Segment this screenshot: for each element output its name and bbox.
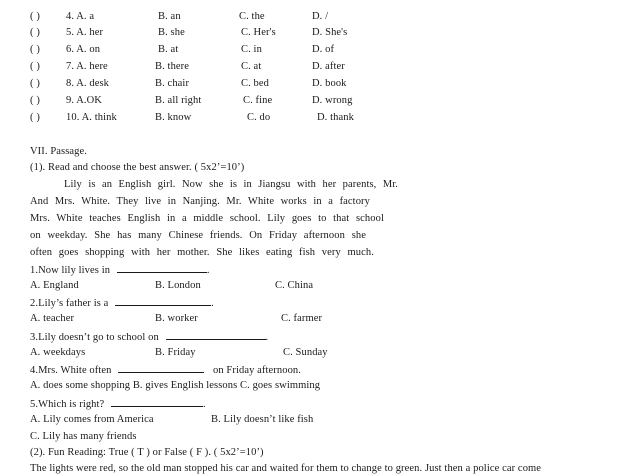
option-c: C. the: [239, 11, 265, 22]
question-4: [30, 362, 301, 378]
question-2: [30, 295, 214, 311]
option-c: C. do: [247, 112, 271, 123]
question-prompt: 2.Lily’s father is a: [30, 298, 109, 309]
part2-text: The lights were red, so the old man stopped his car and waited for them to change to green. Just then a police car come: [30, 463, 542, 474]
choice-row: [0, 26, 638, 40]
option-a: 9. A.OK: [66, 95, 102, 106]
question-5: [30, 396, 206, 412]
option-c: C. fine: [243, 95, 273, 106]
option-a: A. England: [30, 280, 79, 291]
option-d: D. She's: [312, 27, 348, 38]
option-b: B. there: [155, 61, 190, 72]
answer-blank[interactable]: [166, 329, 266, 340]
answer-paren: ( ): [30, 61, 40, 72]
question-prompt: 4.Mrs. White often: [30, 365, 112, 376]
option-d: D. book: [312, 78, 347, 89]
passage-line: Lily is an English girl. Now she is in Jiangsu with her parents, Mr.: [64, 179, 398, 190]
option-a: A. weekdays: [30, 347, 86, 358]
option-d: D. thank: [317, 112, 354, 123]
option-c: C. farmer: [281, 313, 323, 324]
section-title: VII. Passage.: [30, 146, 87, 157]
part1-heading: (1). Read and choose the best answer. ( 5x2’=10’): [30, 162, 245, 173]
option-c: C. at: [241, 61, 262, 72]
option-d: D. of: [312, 44, 335, 55]
question-after: on Friday afternoon.: [212, 365, 302, 376]
option-a: 4. A. a: [66, 11, 95, 22]
answer-paren: ( ): [30, 95, 40, 106]
choice-row: [0, 77, 638, 91]
answer-blank[interactable]: [118, 362, 204, 373]
option-d: D. after: [312, 61, 345, 72]
option-b: B. Lily doesn’t like fish: [211, 414, 314, 425]
question-end: .: [206, 265, 210, 276]
option-b: B. all right: [155, 95, 202, 106]
choice-row: [0, 10, 638, 24]
choice-row: [0, 111, 638, 125]
passage-line: And Mrs. White. They live in Nanjing. Mr. White works in a factory: [30, 196, 370, 207]
passage-line: Mrs. White teaches English in a middle school. Lily goes to that school: [30, 213, 384, 224]
option-a: 7. A. here: [66, 61, 108, 72]
option-b: B. chair: [155, 78, 190, 89]
option-a: 6. A. on: [66, 44, 101, 55]
option-c: C. Her's: [241, 27, 276, 38]
option-c: C. in: [241, 44, 262, 55]
question-end: .: [265, 332, 269, 343]
option-a: 5. A. her: [66, 27, 104, 38]
question-end: .: [211, 298, 214, 309]
passage-line: often goes shopping with her mother. She likes eating fish very much.: [30, 247, 374, 258]
answer-paren: ( ): [30, 112, 40, 123]
option-a: A. teacher: [30, 313, 75, 324]
option-b: B. London: [155, 280, 201, 291]
answer-paren: ( ): [30, 44, 40, 55]
option-d: D. /: [312, 11, 329, 22]
choice-row: [0, 60, 638, 74]
option-c: C. bed: [241, 78, 270, 89]
option-b: B. at: [158, 44, 179, 55]
passage-line: on weekday. She has many Chinese friends. On Friday afternoon she: [30, 230, 366, 241]
answer-paren: ( ): [30, 11, 40, 22]
option-c: C. Sunday: [283, 347, 328, 358]
option-b: B. worker: [155, 313, 198, 324]
option-a: A. Lily comes from America: [30, 414, 154, 425]
answer-paren: ( ): [30, 27, 40, 38]
choice-row: [0, 94, 638, 108]
part2-heading: (2). Fun Reading: True ( T ) or False ( F ). ( 5x2’=10’): [30, 447, 264, 458]
option-c: C. China: [275, 280, 314, 291]
option-b: B. she: [158, 27, 185, 38]
option-c: C. Lily has many friends: [30, 431, 137, 442]
answer-blank[interactable]: [111, 396, 203, 407]
option-b: B. know: [155, 112, 192, 123]
question-prompt: 3.Lily doesn’t go to school on: [30, 332, 159, 343]
option-b: B. an: [158, 11, 181, 22]
answer-paren: ( ): [30, 78, 40, 89]
question-prompt: 5.Which is right?: [30, 399, 105, 410]
choice-row: [0, 43, 638, 57]
question-4-options: A. does some shopping B. gives English lessons C. goes swimming: [30, 380, 321, 391]
option-a: 10. A. think: [66, 112, 117, 123]
option-b: B. Friday: [155, 347, 196, 358]
question-prompt: 1.Now lily lives in: [30, 265, 111, 276]
answer-blank[interactable]: [115, 295, 211, 306]
question-3: [30, 329, 268, 345]
question-end: .: [203, 399, 206, 410]
question-1: [30, 262, 210, 278]
option-d: D. wrong: [312, 95, 353, 106]
option-a: 8. A. desk: [66, 78, 109, 89]
answer-blank[interactable]: [117, 262, 207, 273]
